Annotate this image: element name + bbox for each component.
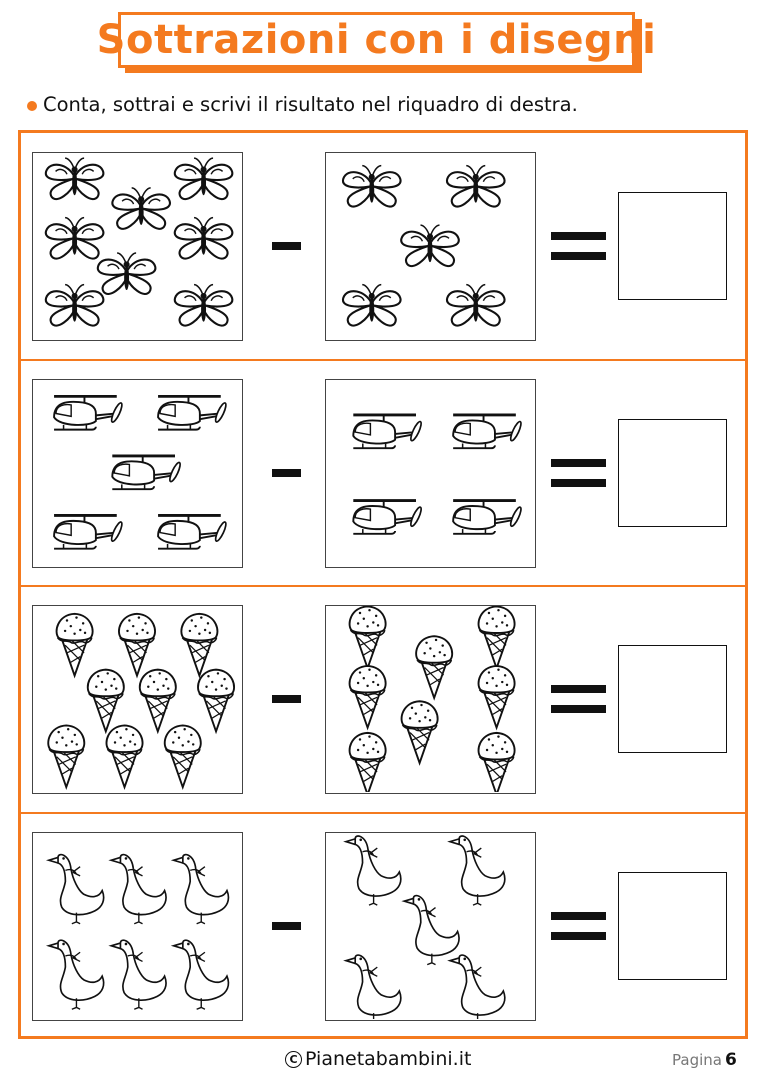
helicopter-icon bbox=[353, 501, 423, 534]
equals-bar bbox=[551, 932, 606, 940]
ice-cream-cone-icon bbox=[57, 614, 93, 676]
ice-cream-cone-icon bbox=[402, 701, 438, 763]
helicopter-icon bbox=[158, 396, 228, 429]
exercise-frame bbox=[18, 130, 748, 1039]
minus-sign bbox=[272, 922, 301, 930]
equals-bar bbox=[551, 705, 606, 713]
helicopter-icon bbox=[54, 515, 124, 548]
helicopter-icon bbox=[112, 456, 182, 489]
page-title: Sottrazioni con i disegni bbox=[96, 17, 657, 63]
helicopter-icon bbox=[353, 415, 423, 448]
exercise-row bbox=[21, 133, 745, 360]
ice-cream-cone-icon bbox=[140, 670, 176, 732]
equals-sign bbox=[551, 685, 606, 715]
butterfly-icon bbox=[401, 225, 459, 266]
drawing-group bbox=[326, 606, 534, 792]
goose-icon bbox=[174, 940, 229, 1009]
ice-cream-cone-icon bbox=[479, 733, 515, 792]
subtrahend-panel bbox=[325, 152, 536, 341]
butterfly-icon bbox=[46, 285, 104, 326]
instruction-text: Conta, sottrai e scrivi il risultato nel riquadro di destra. bbox=[43, 93, 578, 116]
minus-sign bbox=[272, 469, 301, 477]
drawing-group bbox=[326, 380, 534, 566]
ice-cream-cone-icon bbox=[479, 606, 515, 668]
minuend-panel bbox=[32, 832, 243, 1021]
goose-icon bbox=[49, 855, 104, 924]
exercise-row bbox=[21, 813, 745, 1039]
exercise-row bbox=[21, 360, 745, 586]
goose-icon bbox=[346, 836, 401, 905]
ice-cream-cone-icon bbox=[416, 636, 452, 698]
goose-icon bbox=[49, 940, 104, 1009]
butterfly-icon bbox=[98, 253, 156, 294]
page-indicator bbox=[672, 1050, 737, 1070]
exercise-row bbox=[21, 586, 745, 813]
minus-sign bbox=[272, 695, 301, 703]
ice-cream-cone-icon bbox=[88, 670, 124, 732]
ice-cream-cone-icon bbox=[181, 614, 217, 676]
equals-bar bbox=[551, 252, 606, 260]
drawing-group bbox=[33, 380, 241, 566]
answer-box[interactable] bbox=[618, 645, 727, 753]
goose-icon bbox=[450, 955, 505, 1019]
butterfly-icon bbox=[46, 158, 104, 199]
minuend-panel bbox=[32, 605, 243, 794]
helicopter-icon bbox=[453, 415, 523, 448]
helicopter-icon bbox=[453, 501, 523, 534]
drawing-group bbox=[33, 606, 241, 792]
equals-sign bbox=[551, 459, 606, 489]
ice-cream-cone-icon bbox=[165, 725, 201, 787]
equals-bar bbox=[551, 459, 606, 467]
butterfly-icon bbox=[175, 285, 233, 326]
ice-cream-cone-icon bbox=[479, 666, 515, 728]
answer-box[interactable] bbox=[618, 872, 727, 980]
subtrahend-panel bbox=[325, 605, 536, 794]
goose-icon bbox=[111, 855, 166, 924]
drawing-group bbox=[33, 833, 241, 1019]
goose-icon bbox=[174, 855, 229, 924]
ice-cream-cone-icon bbox=[350, 733, 386, 792]
butterfly-icon bbox=[343, 166, 401, 207]
butterfly-icon bbox=[46, 218, 104, 259]
bullet-icon bbox=[27, 101, 37, 111]
title-box bbox=[96, 12, 657, 68]
helicopter-icon bbox=[54, 396, 124, 429]
answer-box[interactable] bbox=[618, 192, 727, 300]
subtrahend-panel bbox=[325, 379, 536, 568]
answer-box[interactable] bbox=[618, 419, 727, 527]
butterfly-icon bbox=[447, 166, 505, 207]
minus-sign bbox=[272, 242, 301, 250]
minuend-panel bbox=[32, 379, 243, 568]
ice-cream-cone-icon bbox=[48, 725, 84, 787]
drawing-group bbox=[326, 153, 534, 339]
subtrahend-panel bbox=[325, 832, 536, 1021]
butterfly-icon bbox=[447, 285, 505, 326]
instruction-line bbox=[27, 93, 578, 116]
ice-cream-cone-icon bbox=[106, 725, 142, 787]
drawing-group bbox=[33, 153, 241, 339]
butterfly-icon bbox=[175, 158, 233, 199]
equals-sign bbox=[551, 912, 606, 942]
equals-bar bbox=[551, 685, 606, 693]
ice-cream-cone-icon bbox=[198, 670, 234, 732]
helicopter-icon bbox=[158, 515, 228, 548]
goose-icon bbox=[450, 836, 505, 905]
minuend-panel bbox=[32, 152, 243, 341]
goose-icon bbox=[404, 896, 459, 965]
ice-cream-cone-icon bbox=[350, 606, 386, 668]
ice-cream-cone-icon bbox=[350, 666, 386, 728]
butterfly-icon bbox=[343, 285, 401, 326]
site-name: Pianetabambini.it bbox=[305, 1048, 472, 1070]
equals-bar bbox=[551, 912, 606, 920]
goose-icon bbox=[346, 955, 401, 1019]
goose-icon bbox=[111, 940, 166, 1009]
page-label: Pagina bbox=[672, 1051, 722, 1069]
footer-site bbox=[285, 1048, 471, 1070]
title-banner bbox=[96, 12, 657, 74]
page-number: 6 bbox=[724, 1050, 737, 1070]
ice-cream-cone-icon bbox=[119, 614, 155, 676]
drawing-group bbox=[326, 833, 534, 1019]
butterfly-icon bbox=[112, 188, 170, 229]
equals-bar bbox=[551, 232, 606, 240]
butterfly-icon bbox=[175, 218, 233, 259]
equals-bar bbox=[551, 479, 606, 487]
copyright-icon: C bbox=[285, 1051, 302, 1068]
equals-sign bbox=[551, 232, 606, 262]
